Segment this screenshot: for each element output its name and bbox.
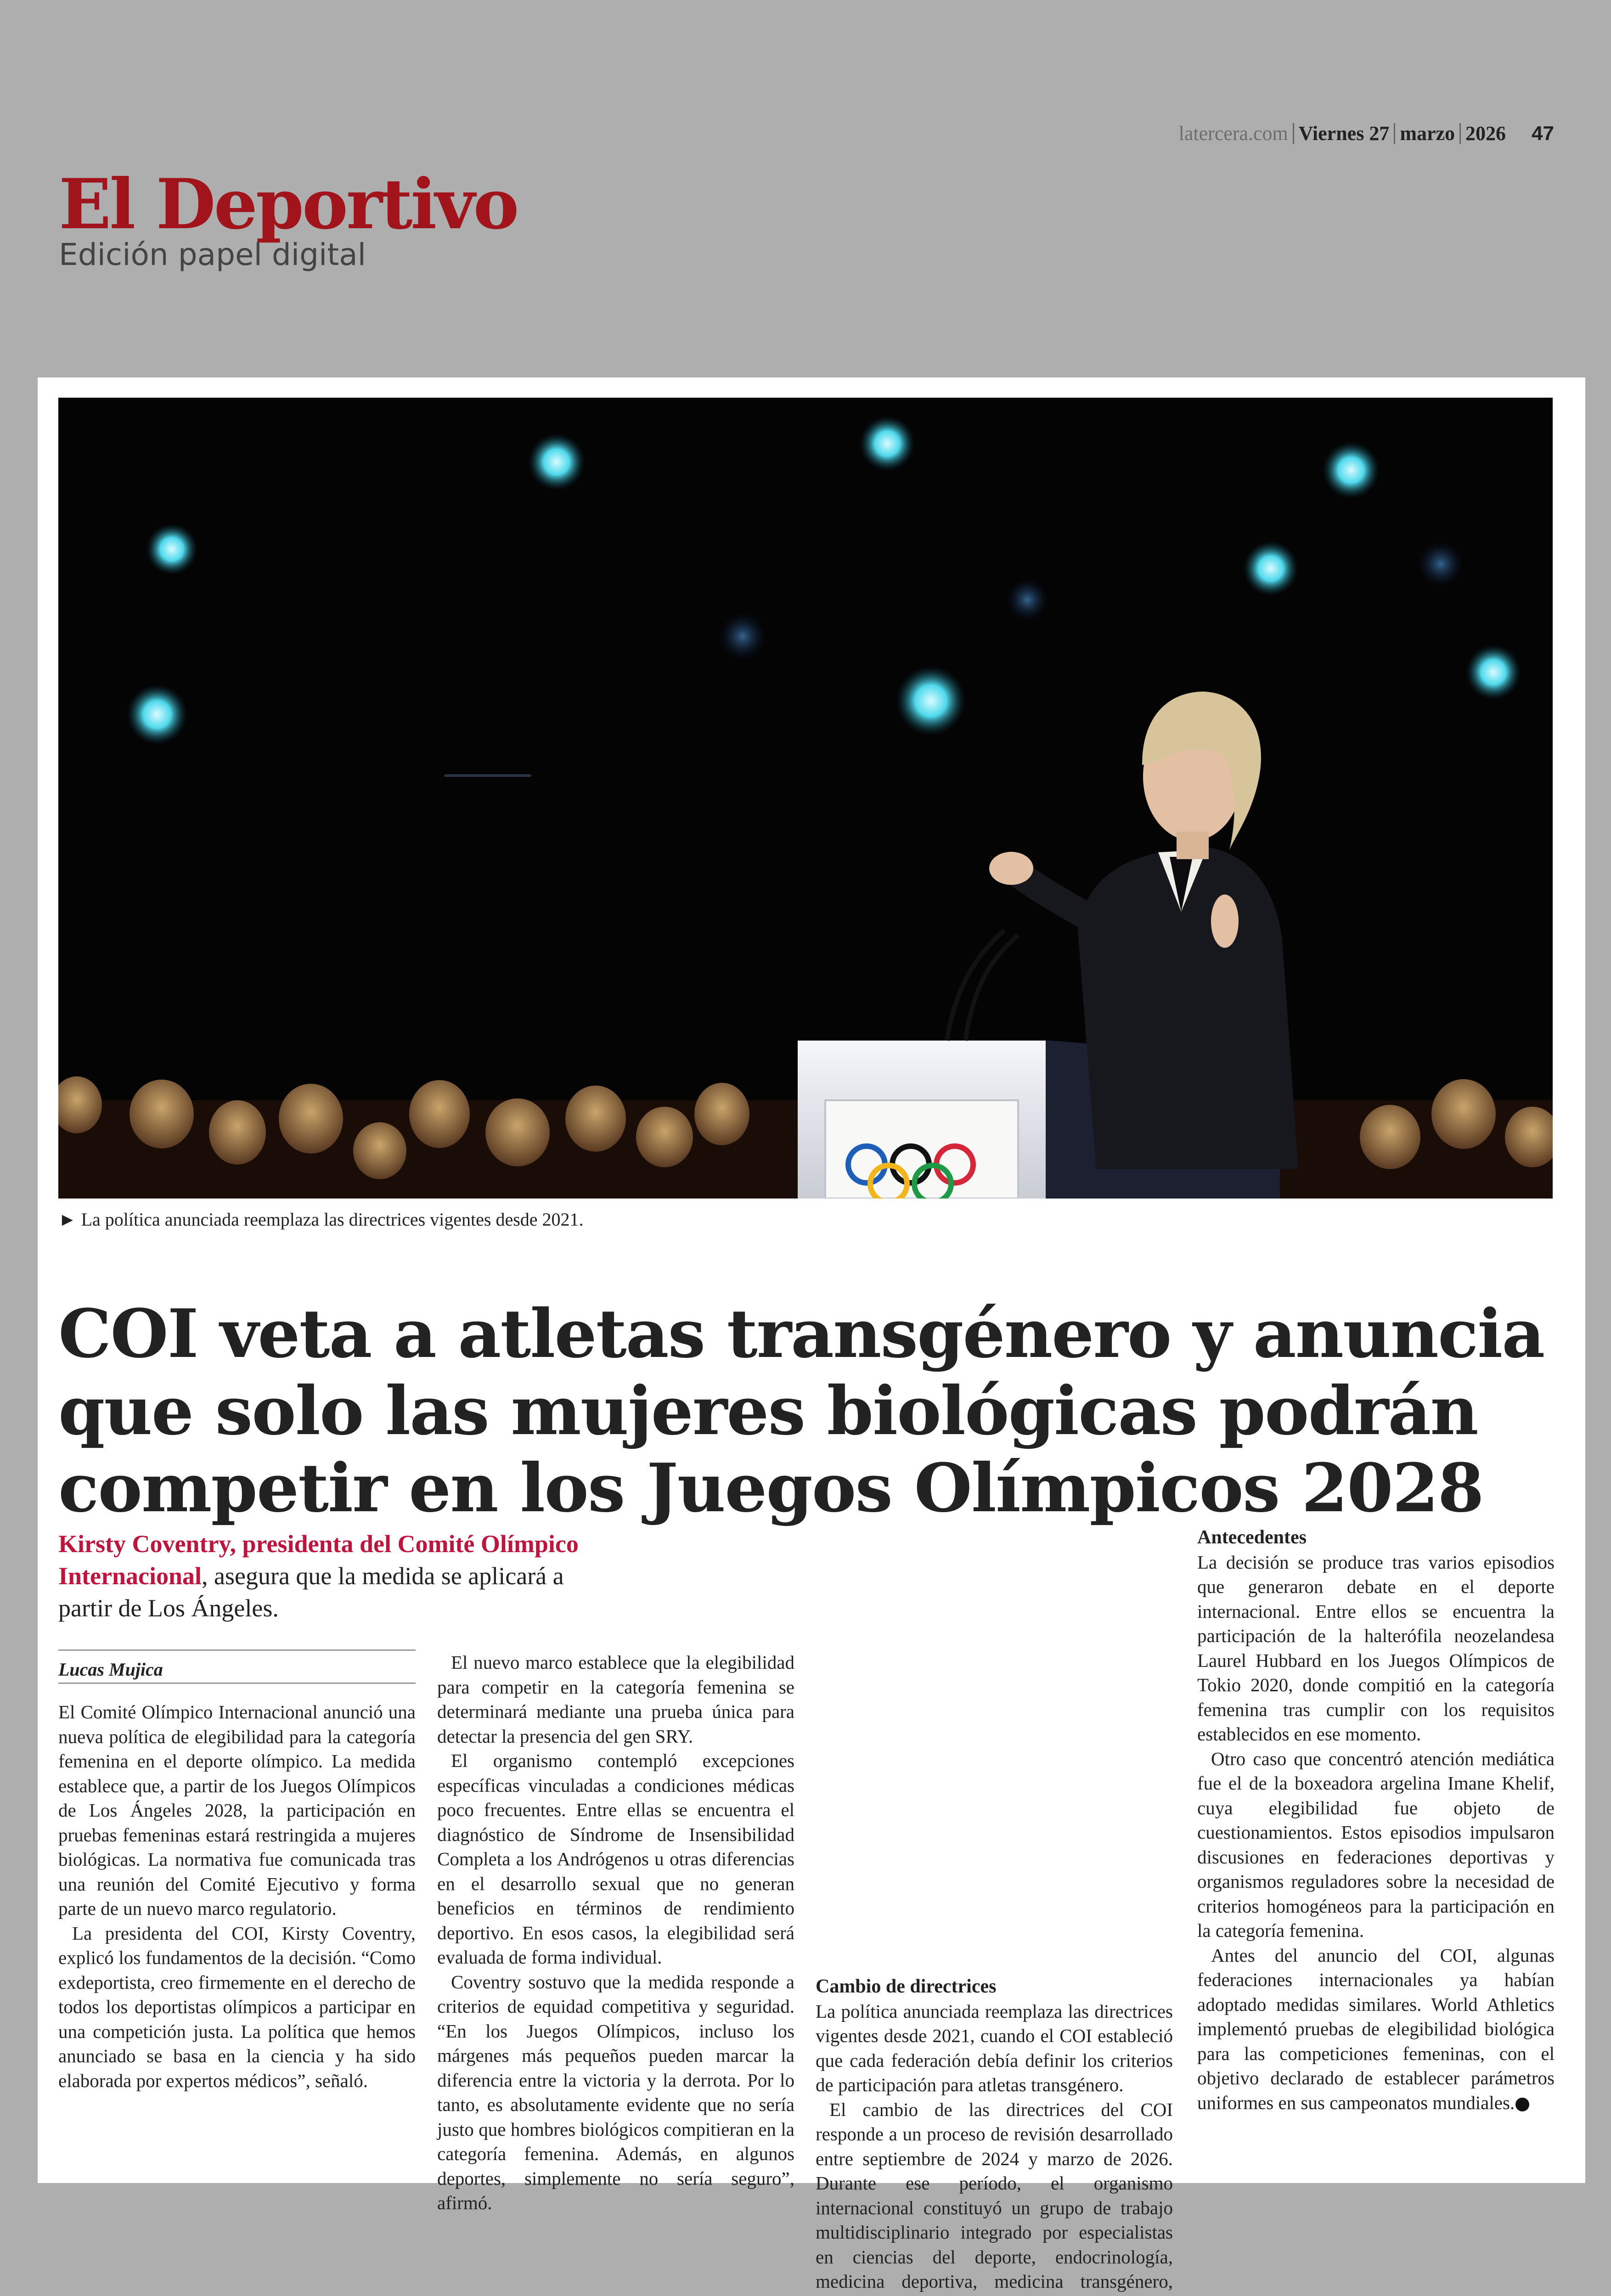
section-heading: Antecedentes — [1197, 1525, 1555, 1550]
paragraph: El cambio de las directrices del COI responde a un proceso de revisión desarrollado entre septiembre de 2024 y marzo de 2026. Durante ese período, el organismo internacional constituyó un grupo de trabajo multidisciplinario integrado por especialistas en ciencias del deporte, endocrinología, medicina deportiva, medicina transgénero, — [816, 2098, 1173, 2296]
publication-logo: El Deportivo — [59, 170, 517, 239]
deck-text: , asegura que la medida se aplicará a partir de Los Ángeles. — [58, 1562, 564, 1622]
edition-subtitle: Edición papel digital — [59, 240, 366, 270]
byline-rule-top — [58, 1649, 416, 1651]
page-number: 47 — [1532, 124, 1554, 144]
meta-divider — [1459, 123, 1461, 144]
paragraph-text: Antes del anuncio del COI, algunas federaciones internacionales ya habían adoptado medidas similares. World Athletics implementó pruebas de elegibilidad biológica para las competiciones femeninas, con el objetivo declarado de establecer parámetros uniformes en sus campeonatos mundiales. — [1197, 1945, 1555, 2113]
paragraph: El nuevo marco establece que la elegibilidad para competir en la categoría femenina se determinará mediante una prueba única para detectar la presencia del gen SRY. — [437, 1650, 794, 1749]
article-column-2 — [437, 1650, 794, 2216]
article-deck — [58, 1528, 586, 1624]
meta-divider — [1293, 123, 1294, 144]
section-heading: Cambio de directrices — [816, 1975, 1173, 1999]
headline: COI veta a atletas transgénero y anuncia que solo las mujeres biológicas podrán competir en los Juegos Olímpicos 2028 — [58, 1295, 1565, 1527]
article-column-3 — [816, 1975, 1173, 2296]
paragraph: Coventry sostuvo que la medida responde a criterios de equidad competitiva y seguridad. “En los Juegos Olímpicos, incluso los márgenes más pequeños pueden marcar la diferencia entre la victoria y la derrota. Por lo tanto, es absolutamente evidente que no sería justo que hombres biológicos compitieran en la categoría femenina. Además, en algunos deportes, simplemente no sería seguro”, afirmó. — [437, 1970, 794, 2216]
byline: Lucas Mujica — [58, 1659, 163, 1680]
paragraph: La política anunciada reemplaza las directrices vigentes desde 2021, cuando el COI estableció que cada federación debía definir los criterios de participación para atletas transgénero. — [816, 1999, 1173, 2098]
paragraph: El Comité Olímpico Internacional anunció una nueva política de elegibilidad para la categoría femenina en el deporte olímpico. La medida establece que, a partir de los Juegos Olímpicos de Los Ángeles 2028, la participación en pruebas femeninas estará restringida a mujeres biológicas. La normativa fue comunicada tras una reunión del Comité Ejecutivo y forma parte de un nuevo marco regulatorio. — [58, 1700, 416, 1921]
paragraph: El organismo contempló excepciones específicas vinculadas a condiciones médicas poco frecuentes. Entre ellas se encuentra el diagnóstico de Síndrome de Insensibilidad Completa a los Andrógenos u otras diferencias en el desarrollo sexual que no generan beneficios en términos de rendimiento deportivo. En esos casos, la elegibilidad será evaluada de forma individual. — [437, 1749, 794, 1970]
paragraph: La decisión se produce tras varios episodios que generaron debate en el deporte internacional. Entre ellos se encuentra la participación de la halterófila neozelandesa Laurel Hubbard en los Juegos Olímpicos de Tokio 2020, donde compitió en la categoría femenina tras cumplir con los requisitos establecidos en ese momento. — [1197, 1550, 1555, 1747]
article-column-4 — [1197, 1525, 1555, 2115]
article-photo — [58, 398, 1553, 1199]
deck-highlight: Kirsty Coventry, presidenta del Comité Olímpico Internacional — [58, 1530, 579, 1590]
issue-year: 2026 — [1465, 124, 1506, 144]
issue-day: Viernes 27 — [1299, 124, 1390, 144]
article-sheet — [38, 377, 1585, 2183]
site-name: latercera.com — [1179, 124, 1288, 144]
meta-divider — [1394, 123, 1395, 144]
issue-month: marzo — [1400, 124, 1455, 144]
byline-rule-bottom — [58, 1683, 416, 1684]
paragraph: Otro caso que concentró atención mediática fue el de la boxeadora argelina Imane Khelif, cuya elegibilidad fue objeto de cuestionamientos. Estos episodios impulsaron discusiones en federaciones deportivas y organismos reguladores sobre la necesidad de criterios homogéneos para la participación en la categoría femenina. — [1197, 1747, 1555, 1943]
article-column-1 — [58, 1700, 416, 2093]
paragraph — [1197, 1943, 1555, 2116]
paragraph: La presidenta del COI, Kirsty Coventry, explicó los fundamentos de la decisión. “Como exdeportista, creo firmemente en el derecho de todos los deportistas olímpicos a participar en una competición justa. La política que hemos anunciado se basa en la ciencia y ha sido elaborada por expertos médicos”, señaló. — [58, 1921, 416, 2093]
page-meta — [1179, 123, 1554, 144]
end-of-article-mark — [1515, 2098, 1529, 2111]
photo-caption: ► La política anunciada reemplaza las directrices vigentes desde 2021. — [58, 1209, 584, 1231]
